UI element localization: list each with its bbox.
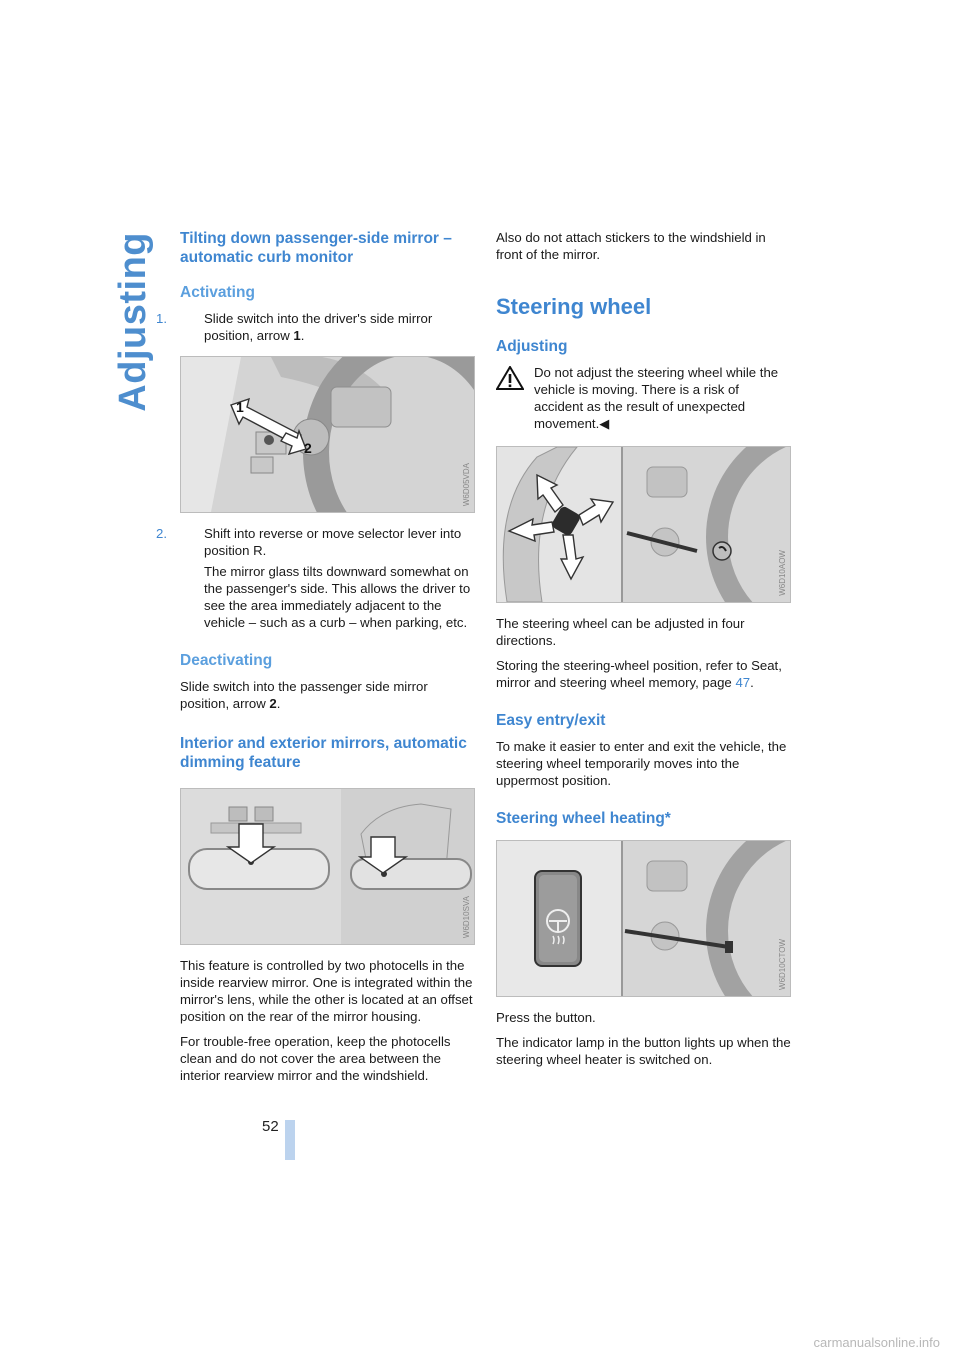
heating-para-1: Press the button.: [496, 1010, 596, 1025]
watermark: carmanualsonline.info: [813, 1335, 940, 1350]
step-2-text: Shift into reverse or move selector lever into position R.: [204, 526, 462, 558]
mirror-dimming-illustration: [181, 789, 474, 944]
steering-wheel-heading: Steering wheel: [496, 294, 652, 319]
curb-monitor-heading: Tilting down passenger-side mirror – automatic curb monitor: [180, 230, 452, 266]
easy-entry-heading: Easy entry/exit: [496, 712, 606, 729]
arrow-2-ref: 2: [269, 696, 277, 711]
step-1-number: 1.: [156, 311, 167, 326]
heating-heading: Steering wheel heating*: [496, 810, 671, 827]
figure-code: W6D05VDA: [462, 462, 471, 506]
dimming-para-2: For trouble-free operation, keep the photocells clean and do not cover the area between the interior rearview mirror and the windshield.: [180, 1034, 451, 1083]
page-marker-bar: [285, 1120, 295, 1160]
mirror-switch-figure: [180, 356, 475, 513]
easy-entry-text: To make it easier to enter and exit the vehicle, the steering wheel temporarily moves into the uppermost position.: [496, 739, 787, 788]
steering-adjust-figure: [496, 446, 791, 603]
warning-triangle-icon: [496, 366, 524, 390]
warning-note: [496, 364, 791, 432]
adjust-para-1: The steering wheel can be adjusted in four directions.: [496, 616, 745, 648]
mirror-dimming-figure: [180, 788, 475, 945]
page-number: 52: [262, 1118, 279, 1135]
step-2-number: 2.: [156, 526, 167, 541]
activating-heading: Activating: [180, 284, 255, 301]
deactivating-text: Slide switch into the passenger side mirror position, arrow 2.: [180, 679, 428, 711]
step-1-arrow-ref: 1: [293, 328, 301, 343]
steering-adjust-illustration: [497, 447, 790, 602]
arrow-1-label: 1: [236, 399, 244, 415]
adjust-para-2: Storing the steering-wheel position, refer to Seat, mirror and steering wheel memory, page 47.: [496, 658, 782, 690]
heating-button-figure: [496, 840, 791, 997]
arrow-2-label: 2: [304, 440, 312, 456]
figure-code: W6D10CTOW: [778, 939, 787, 990]
sticker-note: Also do not attach stickers to the windshield in front of the mirror.: [496, 230, 766, 262]
left-column: [156, 229, 475, 1092]
chapter-side-title: Adjusting: [112, 232, 154, 412]
heating-para-2: The indicator lamp in the button lights up when the steering wheel heater is switched on.: [496, 1035, 791, 1067]
page-47-link[interactable]: 47: [735, 675, 751, 690]
deactivating-heading: Deactivating: [180, 652, 273, 669]
mirror-switch-illustration: [181, 357, 474, 512]
step-2-detail: The mirror glass tilts downward somewhat on the passenger's side. This allows the driver to see the area immediately adjacent to the vehicle – such as a curb – when parking, etc.: [204, 564, 471, 630]
adjusting-heading: Adjusting: [496, 338, 568, 355]
step-2: [156, 525, 475, 559]
heating-button-illustration: [497, 841, 790, 996]
figure-code: W6D10AOW: [778, 550, 787, 596]
dimming-para-1: This feature is controlled by two photocells in the inside rearview mirror. One is integrated within the mirror's lens, while the other is located at an offset position on the rear of the mirror housing.: [180, 958, 473, 1024]
warning-text: Do not adjust the steering wheel while the vehicle is moving. There is a risk of accident as the result of unexpected movement.◀: [534, 365, 779, 431]
right-column: [496, 229, 791, 1076]
figure-code: W6D10SVA: [462, 895, 471, 938]
dimming-heading: Interior and exterior mirrors, automatic dimming feature: [180, 735, 467, 771]
step-1-text: Slide switch into the driver's side mirror position, arrow: [204, 311, 433, 343]
step-1: 1. Slide switch into the driver's side mirror position, arrow 1.: [156, 311, 433, 343]
